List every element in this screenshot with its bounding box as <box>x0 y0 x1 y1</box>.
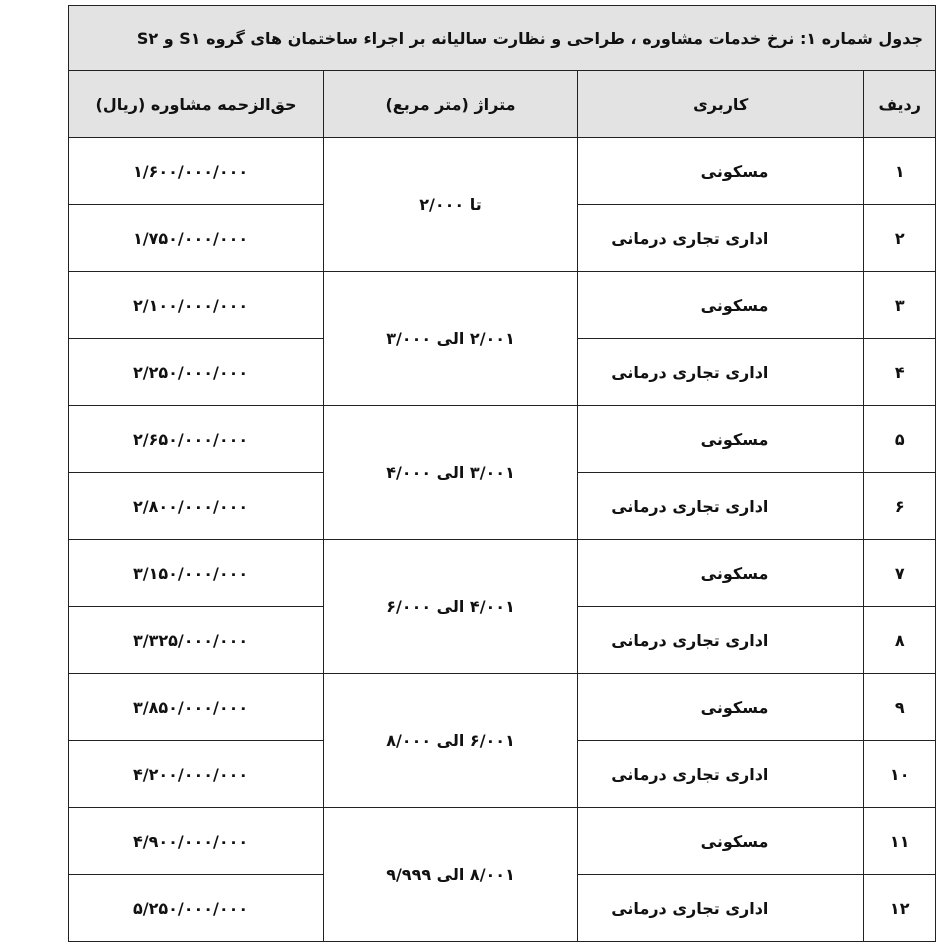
fee-table <box>68 5 936 942</box>
table-row <box>69 272 936 339</box>
usage-cell: اداری تجاری درمانی <box>577 607 863 674</box>
usage-cell: مسکونی <box>577 272 863 339</box>
fee-cell: ۴/۲۰۰/۰۰۰/۰۰۰ <box>69 741 324 808</box>
row-number: ۱ <box>864 138 936 205</box>
fee-cell: ۱/۷۵۰/۰۰۰/۰۰۰ <box>69 205 324 272</box>
fee-cell: ۳/۸۵۰/۰۰۰/۰۰۰ <box>69 674 324 741</box>
usage-cell: اداری تجاری درمانی <box>577 205 863 272</box>
fee-cell: ۵/۲۵۰/۰۰۰/۰۰۰ <box>69 875 324 942</box>
fee-cell: ۲/۸۰۰/۰۰۰/۰۰۰ <box>69 473 324 540</box>
area-range-cell: تا ۲/۰۰۰ <box>324 138 578 272</box>
usage-cell: مسکونی <box>577 674 863 741</box>
area-range-cell: ۸/۰۰۱ الی ۹/۹۹۹ <box>324 808 578 942</box>
usage-cell: مسکونی <box>577 808 863 875</box>
fee-table-sheet <box>68 5 936 942</box>
row-number: ۸ <box>864 607 936 674</box>
usage-cell: اداری تجاری درمانی <box>577 875 863 942</box>
usage-cell: مسکونی <box>577 138 863 205</box>
area-range-cell: ۴/۰۰۱ الی ۶/۰۰۰ <box>324 540 578 674</box>
usage-cell: اداری تجاری درمانی <box>577 339 863 406</box>
row-number: ۹ <box>864 674 936 741</box>
header-fee: حق‌الزحمه مشاوره (ریال) <box>69 71 324 138</box>
table-row <box>69 540 936 607</box>
table-row <box>69 138 936 205</box>
fee-cell: ۱/۶۰۰/۰۰۰/۰۰۰ <box>69 138 324 205</box>
fee-cell: ۲/۲۵۰/۰۰۰/۰۰۰ <box>69 339 324 406</box>
header-usage: کاربری <box>577 71 863 138</box>
row-number: ۵ <box>864 406 936 473</box>
fee-cell: ۴/۹۰۰/۰۰۰/۰۰۰ <box>69 808 324 875</box>
fee-cell: ۳/۱۵۰/۰۰۰/۰۰۰ <box>69 540 324 607</box>
area-range-cell: ۲/۰۰۱ الی ۳/۰۰۰ <box>324 272 578 406</box>
table-row <box>69 674 936 741</box>
fee-cell: ۲/۱۰۰/۰۰۰/۰۰۰ <box>69 272 324 339</box>
row-number: ۴ <box>864 339 936 406</box>
area-range-cell: ۶/۰۰۱ الی ۸/۰۰۰ <box>324 674 578 808</box>
row-number: ۳ <box>864 272 936 339</box>
table-row <box>69 808 936 875</box>
table-header-row <box>69 71 936 138</box>
header-row-number: ردیف <box>864 71 936 138</box>
area-range-cell: ۳/۰۰۱ الی ۴/۰۰۰ <box>324 406 578 540</box>
row-number: ۷ <box>864 540 936 607</box>
fee-cell: ۳/۳۲۵/۰۰۰/۰۰۰ <box>69 607 324 674</box>
usage-cell: مسکونی <box>577 406 863 473</box>
table-row <box>69 406 936 473</box>
row-number: ۱۰ <box>864 741 936 808</box>
table-title: جدول شماره ۱: نرخ خدمات مشاوره ، طراحی و نظارت سالیانه بر اجراء ساختمان های گروه S۱ و S۲ <box>69 6 936 71</box>
usage-cell: اداری تجاری درمانی <box>577 741 863 808</box>
row-number: ۱۲ <box>864 875 936 942</box>
usage-cell: مسکونی <box>577 540 863 607</box>
row-number: ۶ <box>864 473 936 540</box>
row-number: ۱۱ <box>864 808 936 875</box>
fee-cell: ۲/۶۵۰/۰۰۰/۰۰۰ <box>69 406 324 473</box>
header-area: متراژ (متر مربع) <box>324 71 578 138</box>
usage-cell: اداری تجاری درمانی <box>577 473 863 540</box>
row-number: ۲ <box>864 205 936 272</box>
